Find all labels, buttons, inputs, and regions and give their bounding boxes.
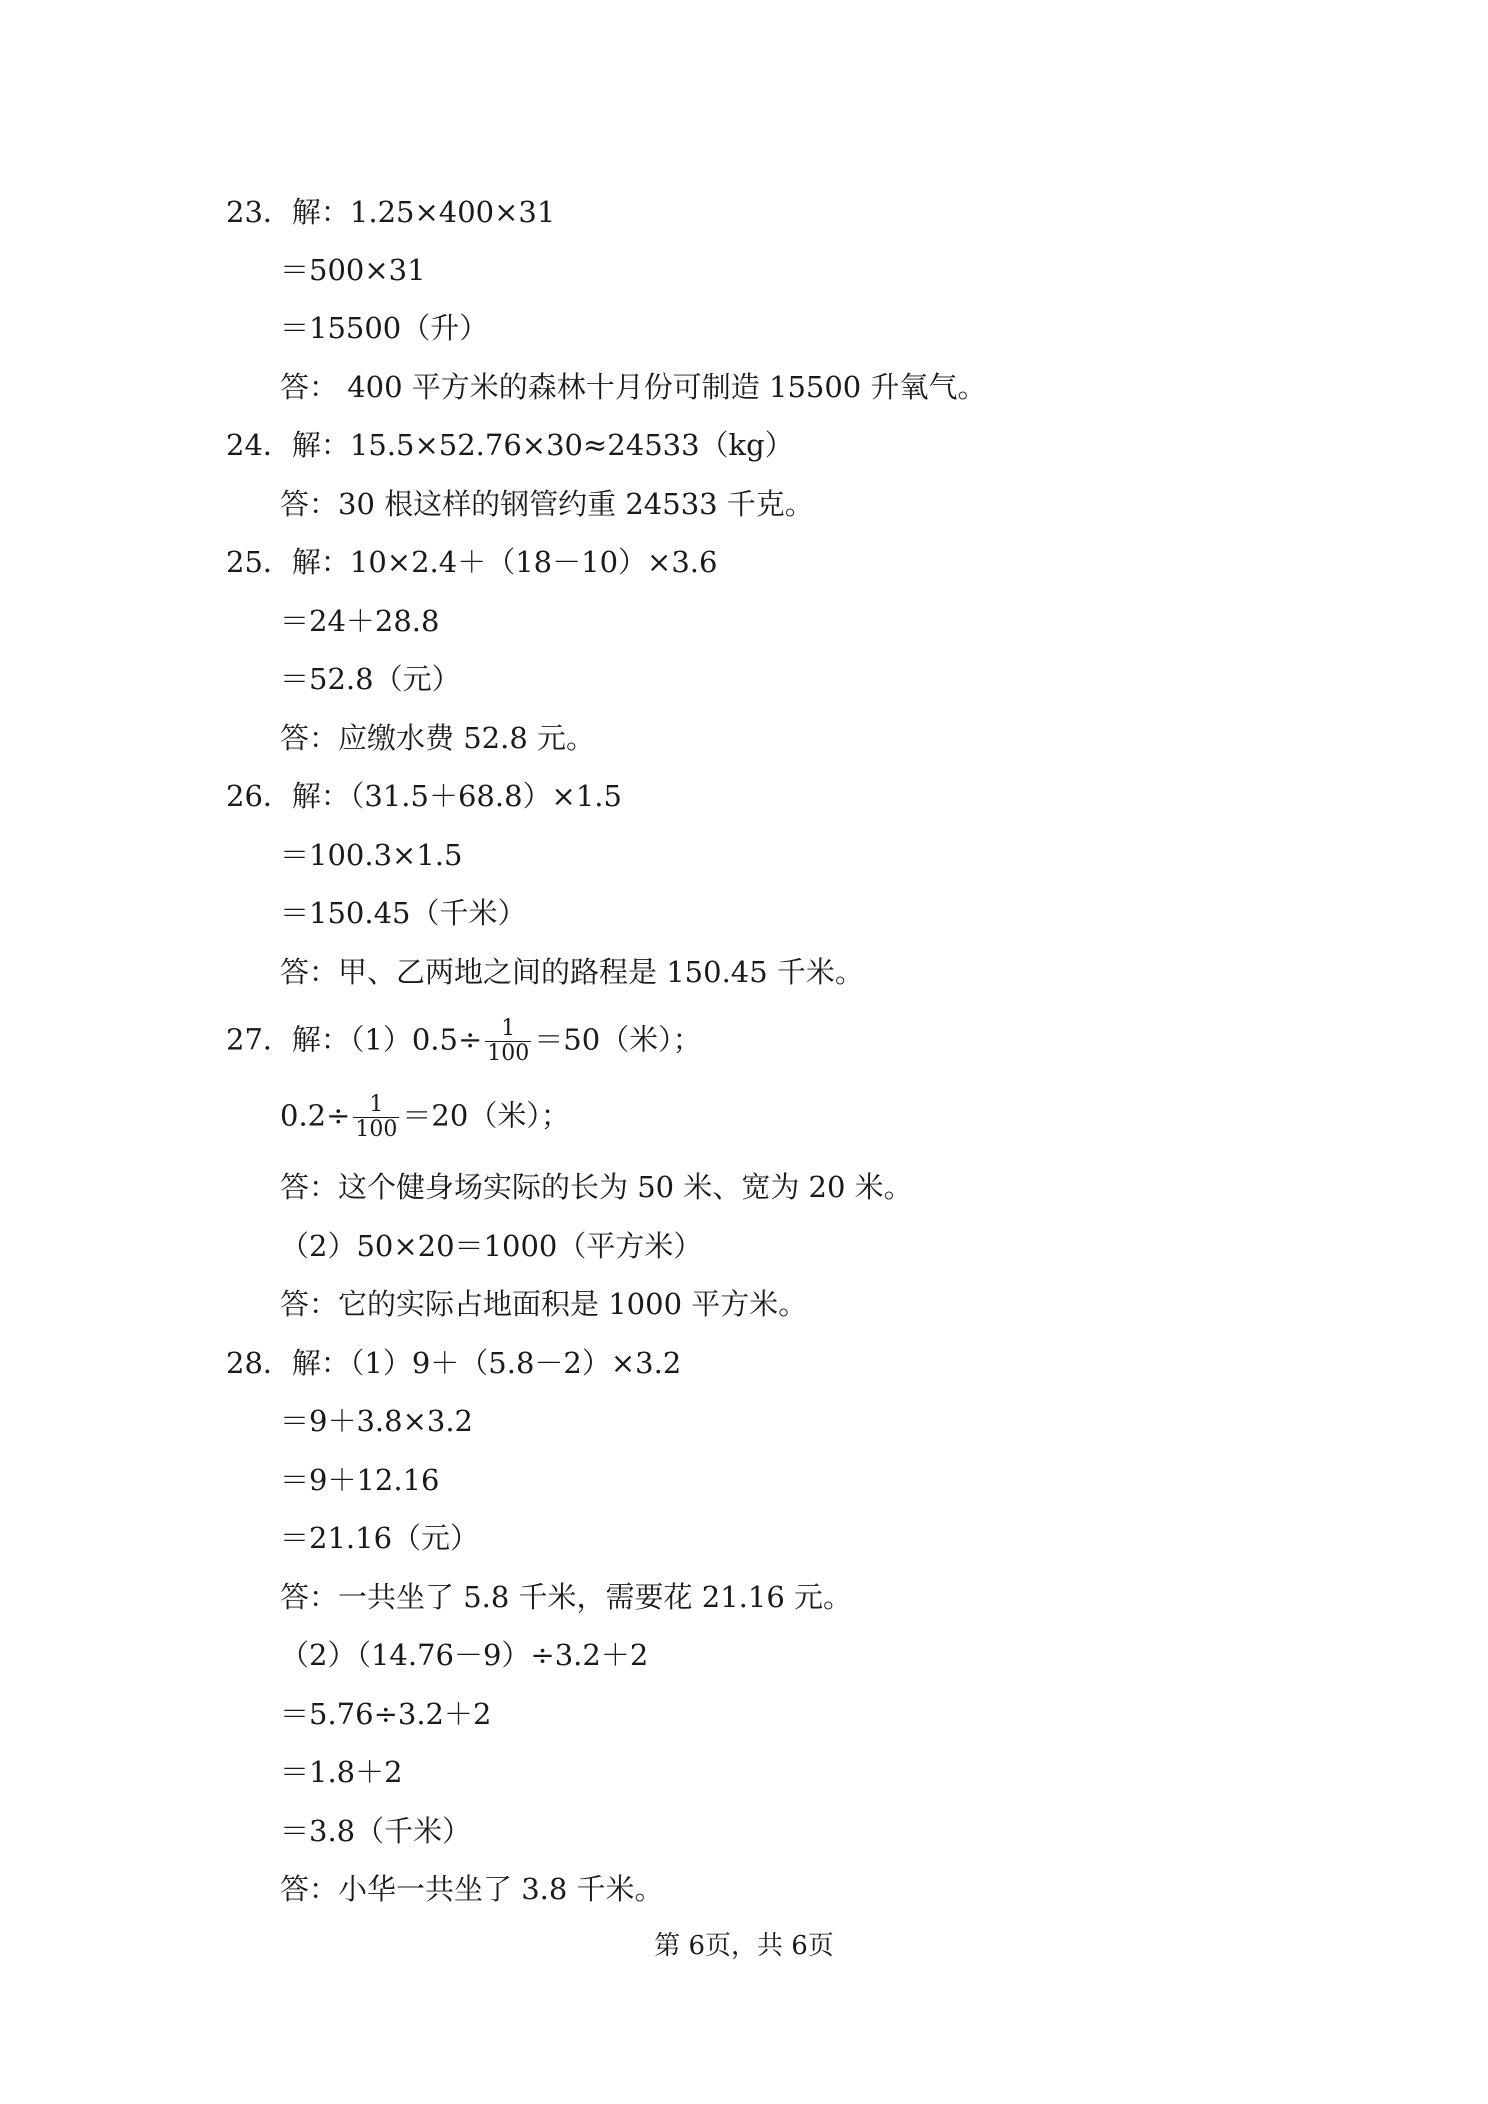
problem-28-answer-2: 答：小华一共坐了 3.8 千米。 xyxy=(280,1872,664,1906)
problem-28-step-4: ＝5.76÷3.2＋2 xyxy=(280,1697,492,1731)
fraction xyxy=(353,1093,399,1142)
problem-27-expr-suffix: ＝50（米）； xyxy=(534,1022,702,1057)
problem-27-expr-prefix: 27．解：（1）0.5÷ xyxy=(226,1022,483,1057)
fraction-denominator: 100 xyxy=(355,1117,398,1142)
problem-26-solution: 26．解：（31.5＋68.8）×1.5 xyxy=(226,779,622,813)
problem-26-step-1: ＝100.3×1.5 xyxy=(280,838,463,872)
problem-26-answer: 答：甲、乙两地之间的路程是 150.45 千米。 xyxy=(280,955,864,989)
problem-27-step-suffix: ＝20（米）； xyxy=(402,1098,570,1133)
problem-23-solution: 23．解：1.25×400×31 xyxy=(226,195,556,229)
problem-26-step-2: ＝150.45（千米） xyxy=(280,896,527,930)
problem-23-answer: 答： 400 平方米的森林十月份可制造 15500 升氧气。 xyxy=(280,370,987,404)
problem-25-step-2: ＝52.8（元） xyxy=(280,662,461,696)
problem-23-step-2: ＝15500（升） xyxy=(280,311,489,345)
problem-24-answer: 答：30 根这样的钢管约重 24533 千克。 xyxy=(280,487,814,521)
page-number: 第 6页，共 6页 xyxy=(654,1931,834,1961)
fraction-numerator: 1 xyxy=(353,1093,399,1118)
problem-28-part-2: （2）（14.76－9）÷3.2＋2 xyxy=(280,1638,649,1672)
fraction-denominator: 100 xyxy=(487,1041,530,1066)
problem-27-answer-1: 答：这个健身场实际的长为 50 米、宽为 20 米。 xyxy=(280,1170,913,1204)
problem-28-solution: 28．解：（1）9＋（5.8－2）×3.2 xyxy=(226,1346,682,1380)
problem-27-part-2: （2）50×20＝1000（平方米） xyxy=(280,1229,703,1263)
problem-25-step-1: ＝24＋28.8 xyxy=(280,604,440,638)
problem-28-step-3: ＝21.16（元） xyxy=(280,1521,480,1555)
problem-27-step-prefix: 0.2÷ xyxy=(280,1098,351,1133)
problem-27-answer-2: 答：它的实际占地面积是 1000 平方米。 xyxy=(280,1287,808,1321)
problem-28-step-6: ＝3.8（千米） xyxy=(280,1814,472,1848)
problem-27-solution xyxy=(226,1017,702,1066)
problem-25-answer: 答：应缴水费 52.8 元。 xyxy=(280,721,596,755)
problem-27-step-1 xyxy=(280,1093,570,1142)
problem-28-answer-1: 答：一共坐了 5.8 千米，需要花 21.16 元。 xyxy=(280,1580,853,1614)
problem-24-solution: 24．解：15.5×52.76×30≈24533（kg） xyxy=(226,428,794,462)
problem-28-step-2: ＝9＋12.16 xyxy=(280,1463,440,1497)
problem-23-step-1: ＝500×31 xyxy=(280,253,426,287)
fraction xyxy=(485,1017,531,1066)
problem-25-solution: 25．解：10×2.4＋（18－10）×3.6 xyxy=(226,545,718,579)
problem-28-step-1: ＝9＋3.8×3.2 xyxy=(280,1404,473,1438)
problem-28-step-5: ＝1.8＋2 xyxy=(280,1755,403,1789)
fraction-numerator: 1 xyxy=(485,1017,531,1042)
